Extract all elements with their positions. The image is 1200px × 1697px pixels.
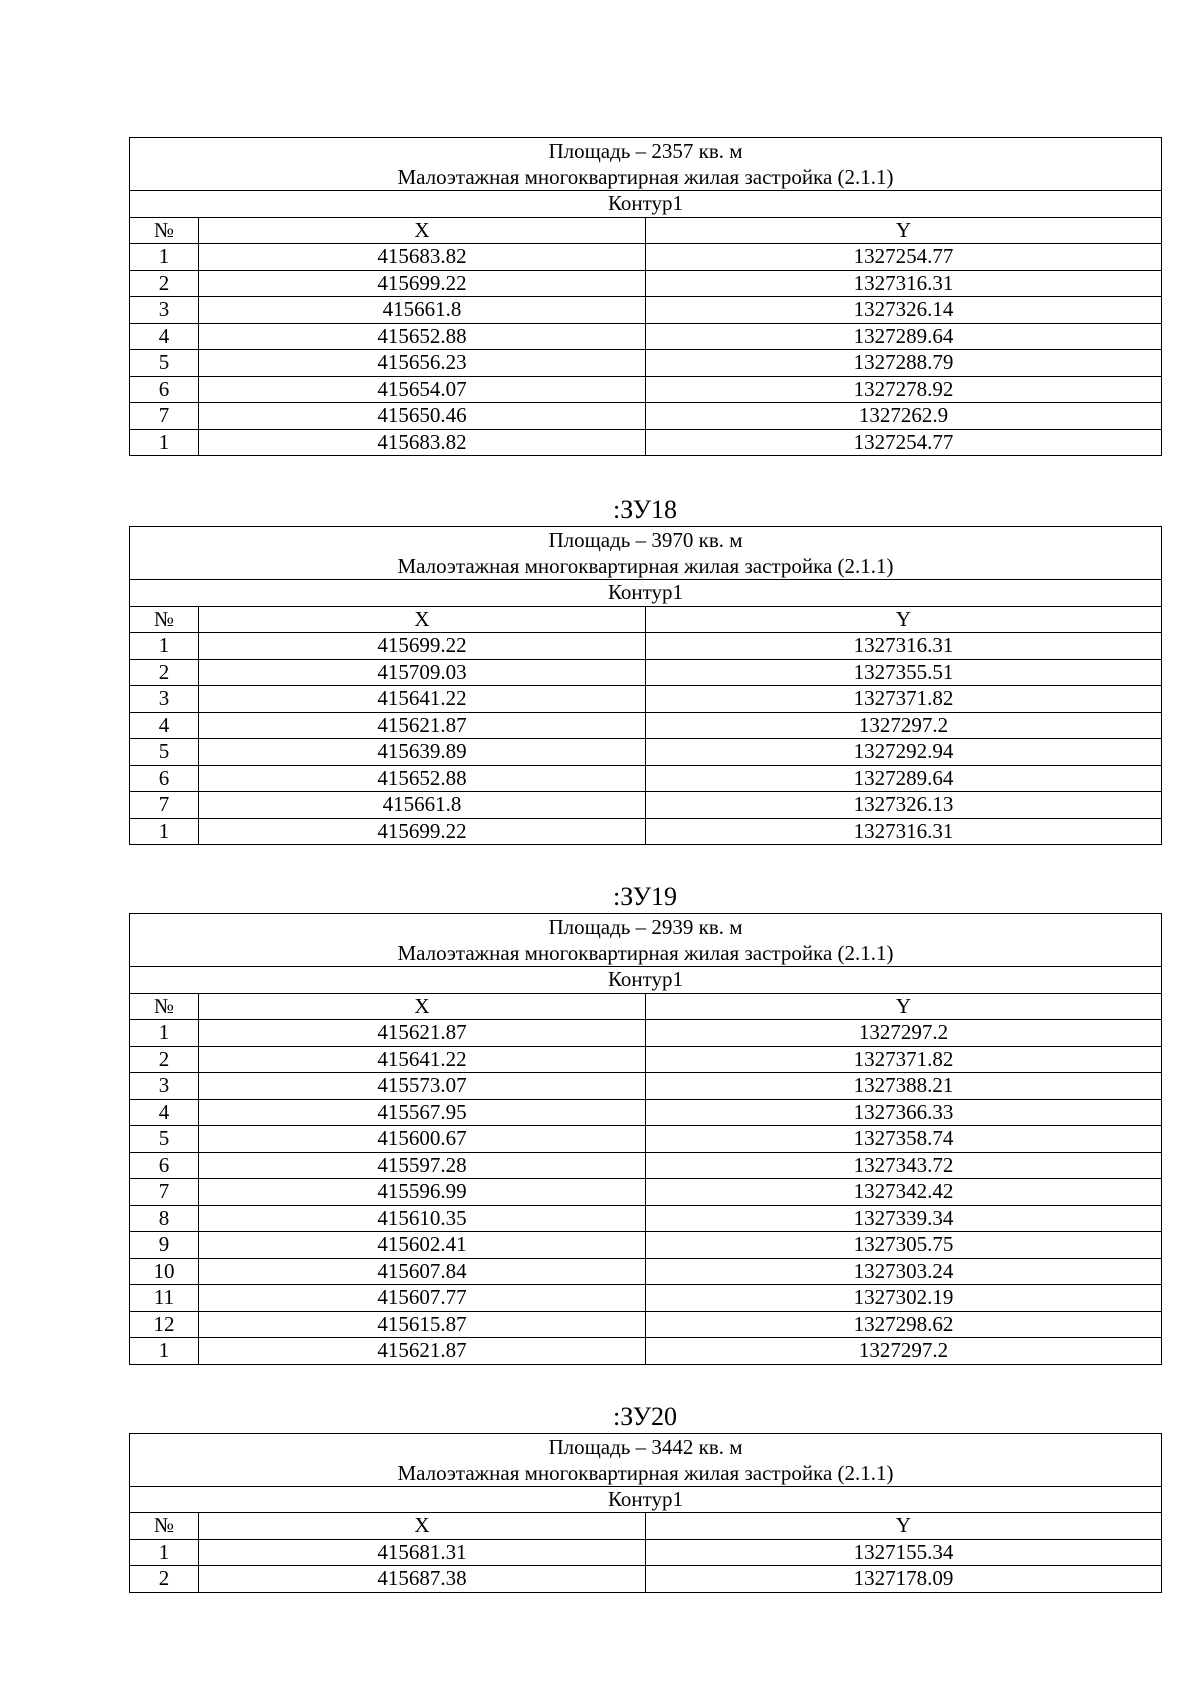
table-row (130, 1020, 1162, 1047)
contour-label: Контур1 (130, 580, 1162, 607)
table-row (130, 1566, 1162, 1593)
table-row (130, 1232, 1162, 1259)
y-coordinate: 1327316.31 (646, 633, 1162, 660)
x-coordinate: 415652.88 (199, 765, 646, 792)
y-coordinate: 1327288.79 (646, 350, 1162, 377)
parcel-header (130, 527, 1162, 580)
y-coordinate: 1327292.94 (646, 739, 1162, 766)
x-coordinate: 415607.84 (199, 1258, 646, 1285)
column-header-y: Y (646, 1513, 1162, 1540)
table-row (130, 1099, 1162, 1126)
table-row (130, 633, 1162, 660)
point-number: 5 (130, 739, 199, 766)
y-coordinate: 1327371.82 (646, 1046, 1162, 1073)
point-number: 1 (130, 1020, 199, 1047)
table-row (130, 297, 1162, 324)
table-header-row (130, 993, 1162, 1020)
column-header-x: X (199, 217, 646, 244)
parcel-area: Площадь – 2357 кв. м (548, 139, 743, 163)
x-coordinate: 415600.67 (199, 1126, 646, 1153)
point-number: 11 (130, 1285, 199, 1312)
y-coordinate: 1327297.2 (646, 1338, 1162, 1365)
y-coordinate: 1327358.74 (646, 1126, 1162, 1153)
x-coordinate: 415621.87 (199, 1020, 646, 1047)
y-coordinate: 1327302.19 (646, 1285, 1162, 1312)
y-coordinate: 1327343.72 (646, 1152, 1162, 1179)
x-coordinate: 415641.22 (199, 686, 646, 713)
x-coordinate: 415596.99 (199, 1179, 646, 1206)
y-coordinate: 1327326.14 (646, 297, 1162, 324)
parcel-area: Площадь – 3970 кв. м (548, 528, 743, 552)
table-row (130, 1205, 1162, 1232)
point-number: 10 (130, 1258, 199, 1285)
x-coordinate: 415597.28 (199, 1152, 646, 1179)
table-row (130, 792, 1162, 819)
x-coordinate: 415661.8 (199, 792, 646, 819)
parcel-header (130, 138, 1162, 191)
parcel-area: Площадь – 2939 кв. м (548, 915, 743, 939)
point-number: 4 (130, 323, 199, 350)
x-coordinate: 415573.07 (199, 1073, 646, 1100)
x-coordinate: 415641.22 (199, 1046, 646, 1073)
column-header-number: № (130, 1513, 199, 1540)
table-row (130, 1179, 1162, 1206)
point-number: 2 (130, 1566, 199, 1593)
x-coordinate: 415639.89 (199, 739, 646, 766)
x-coordinate: 415656.23 (199, 350, 646, 377)
table-header-row (130, 217, 1162, 244)
parcel-coordinates-table (129, 1433, 1162, 1593)
y-coordinate: 1327297.2 (646, 1020, 1162, 1047)
point-number: 4 (130, 712, 199, 739)
table-row (130, 739, 1162, 766)
y-coordinate: 1327298.62 (646, 1311, 1162, 1338)
table-row (130, 1073, 1162, 1100)
y-coordinate: 1327339.34 (646, 1205, 1162, 1232)
y-coordinate: 1327388.21 (646, 1073, 1162, 1100)
parcel-land-use: Малоэтажная многоквартирная жилая застройка (2.1.1) (397, 165, 894, 189)
point-number: 8 (130, 1205, 199, 1232)
y-coordinate: 1327342.42 (646, 1179, 1162, 1206)
table-row (130, 1126, 1162, 1153)
column-header-number: № (130, 606, 199, 633)
point-number: 1 (130, 818, 199, 845)
x-coordinate: 415607.77 (199, 1285, 646, 1312)
contour-label: Контур1 (130, 1486, 1162, 1513)
x-coordinate: 415621.87 (199, 1338, 646, 1365)
y-coordinate: 1327303.24 (646, 1258, 1162, 1285)
parcel-area: Площадь – 3442 кв. м (548, 1434, 743, 1459)
y-coordinate: 1327305.75 (646, 1232, 1162, 1259)
table-row (130, 403, 1162, 430)
y-coordinate: 1327262.9 (646, 403, 1162, 430)
point-number: 7 (130, 1179, 199, 1206)
x-coordinate: 415650.46 (199, 403, 646, 430)
point-number: 2 (130, 659, 199, 686)
parcel-land-use: Малоэтажная многоквартирная жилая застройка (2.1.1) (397, 941, 894, 965)
point-number: 12 (130, 1311, 199, 1338)
y-coordinate: 1327278.92 (646, 376, 1162, 403)
x-coordinate: 415699.22 (199, 818, 646, 845)
table-row (130, 350, 1162, 377)
parcel-coordinates-table (129, 526, 1162, 845)
point-number: 6 (130, 765, 199, 792)
table-row (130, 376, 1162, 403)
contour-label: Контур1 (130, 191, 1162, 218)
table-row (130, 1152, 1162, 1179)
column-header-number: № (130, 993, 199, 1020)
point-number: 5 (130, 1126, 199, 1153)
x-coordinate: 415602.41 (199, 1232, 646, 1259)
y-coordinate: 1327178.09 (646, 1566, 1162, 1593)
y-coordinate: 1327289.64 (646, 765, 1162, 792)
column-header-y: Y (646, 217, 1162, 244)
x-coordinate: 415567.95 (199, 1099, 646, 1126)
column-header-x: X (199, 606, 646, 633)
point-number: 5 (130, 350, 199, 377)
x-coordinate: 415687.38 (199, 1566, 646, 1593)
parcel-header (130, 1433, 1162, 1486)
y-coordinate: 1327316.31 (646, 270, 1162, 297)
column-header-y: Y (646, 993, 1162, 1020)
parcel-title: :ЗУ19 (612, 882, 677, 911)
point-number: 1 (130, 244, 199, 271)
column-header-number: № (130, 217, 199, 244)
y-coordinate: 1327326.13 (646, 792, 1162, 819)
column-header-y: Y (646, 606, 1162, 633)
point-number: 3 (130, 297, 199, 324)
point-number: 6 (130, 1152, 199, 1179)
x-coordinate: 415652.88 (199, 323, 646, 350)
y-coordinate: 1327366.33 (646, 1099, 1162, 1126)
x-coordinate: 415661.8 (199, 297, 646, 324)
parcel-coordinates-table (129, 913, 1162, 1365)
parcel-title: :ЗУ20 (612, 1401, 677, 1431)
y-coordinate: 1327297.2 (646, 712, 1162, 739)
table-header-row (130, 606, 1162, 633)
point-number: 2 (130, 1046, 199, 1073)
x-coordinate: 415683.82 (199, 244, 646, 271)
x-coordinate: 415699.22 (199, 270, 646, 297)
parcel-land-use: Малоэтажная многоквартирная жилая застройка (2.1.1) (397, 554, 894, 578)
point-number: 4 (130, 1099, 199, 1126)
point-number: 7 (130, 403, 199, 430)
point-number: 9 (130, 1232, 199, 1259)
table-row (130, 244, 1162, 271)
x-coordinate: 415654.07 (199, 376, 646, 403)
table-row (130, 686, 1162, 713)
table-row (130, 818, 1162, 845)
point-number: 1 (130, 429, 199, 456)
parcel-land-use: Малоэтажная многоквартирная жилая застройка (2.1.1) (397, 1460, 894, 1485)
table-row (130, 1046, 1162, 1073)
y-coordinate: 1327254.77 (646, 429, 1162, 456)
y-coordinate: 1327355.51 (646, 659, 1162, 686)
y-coordinate: 1327289.64 (646, 323, 1162, 350)
point-number: 1 (130, 1539, 199, 1566)
table-row (130, 659, 1162, 686)
x-coordinate: 415699.22 (199, 633, 646, 660)
contour-label: Контур1 (130, 967, 1162, 994)
x-coordinate: 415709.03 (199, 659, 646, 686)
table-row (130, 1539, 1162, 1566)
point-number: 2 (130, 270, 199, 297)
parcel-title: :ЗУ18 (612, 495, 677, 524)
x-coordinate: 415621.87 (199, 712, 646, 739)
point-number: 7 (130, 792, 199, 819)
table-row (130, 1258, 1162, 1285)
column-header-x: X (199, 1513, 646, 1540)
table-header-row (130, 1513, 1162, 1540)
point-number: 3 (130, 686, 199, 713)
y-coordinate: 1327371.82 (646, 686, 1162, 713)
point-number: 1 (130, 633, 199, 660)
y-coordinate: 1327155.34 (646, 1539, 1162, 1566)
table-row (130, 323, 1162, 350)
table-row (130, 429, 1162, 456)
x-coordinate: 415615.87 (199, 1311, 646, 1338)
table-row (130, 1338, 1162, 1365)
table-row (130, 712, 1162, 739)
table-row (130, 1285, 1162, 1312)
point-number: 6 (130, 376, 199, 403)
document-page (129, 137, 1161, 1593)
parcel-header (130, 914, 1162, 967)
table-row (130, 270, 1162, 297)
x-coordinate: 415610.35 (199, 1205, 646, 1232)
table-row (130, 1311, 1162, 1338)
y-coordinate: 1327254.77 (646, 244, 1162, 271)
x-coordinate: 415683.82 (199, 429, 646, 456)
x-coordinate: 415681.31 (199, 1539, 646, 1566)
column-header-x: X (199, 993, 646, 1020)
parcel-coordinates-table (129, 137, 1162, 456)
point-number: 3 (130, 1073, 199, 1100)
y-coordinate: 1327316.31 (646, 818, 1162, 845)
table-row (130, 765, 1162, 792)
point-number: 1 (130, 1338, 199, 1365)
